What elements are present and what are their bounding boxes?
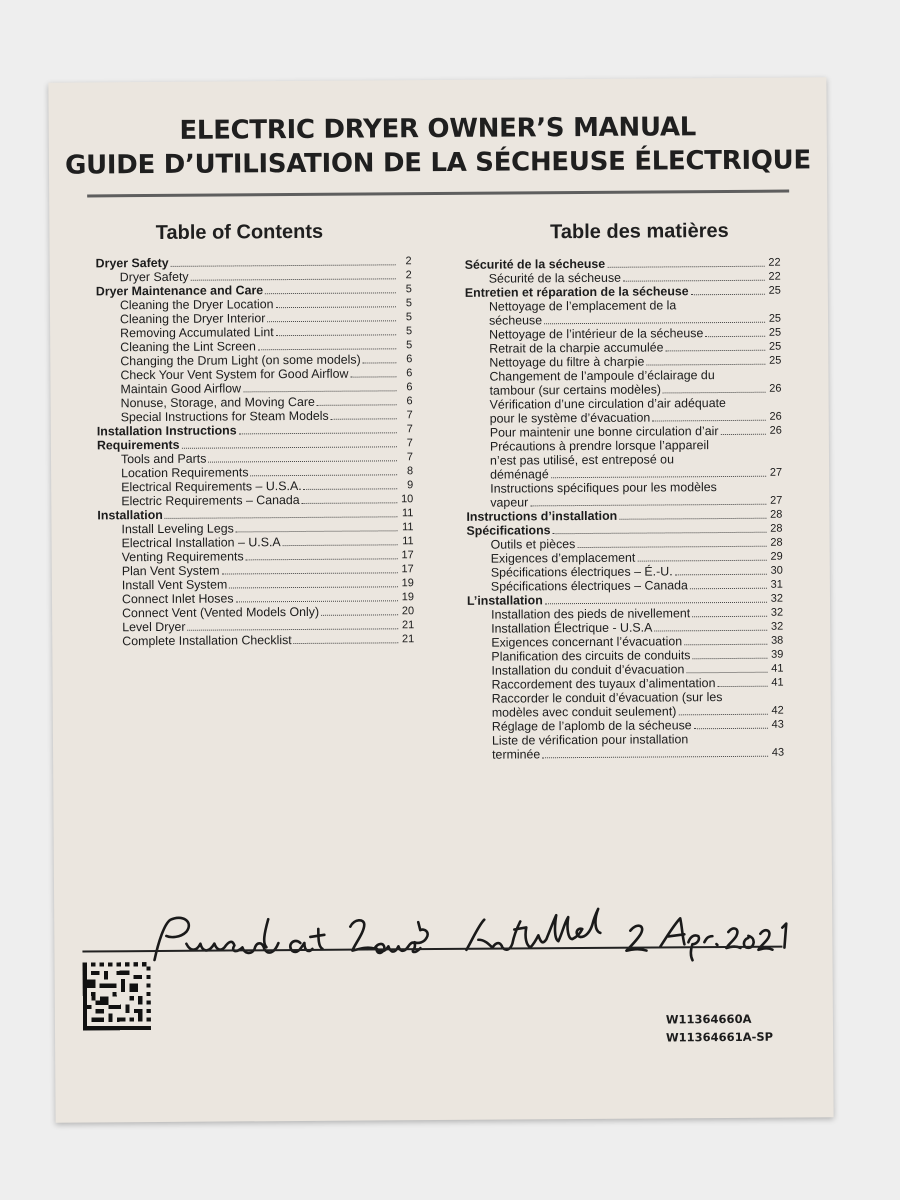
document-code-primary: W11364660A bbox=[665, 1011, 752, 1027]
toc-entry-page: 7 bbox=[406, 437, 413, 450]
toc-entry-label: Install Leveling Legs bbox=[121, 521, 234, 537]
toc-dot-leader bbox=[684, 644, 767, 646]
toc-entry-label-cont: vapeur bbox=[490, 495, 529, 510]
toc-entry-label: Spécifications électriques – É.-U. bbox=[490, 564, 673, 580]
toc-entry-page: 22 bbox=[768, 256, 781, 269]
toc-entry-label: Retrait de la charpie accumulée bbox=[489, 340, 664, 356]
toc-dot-leader bbox=[623, 280, 765, 282]
toc-dot-leader bbox=[222, 572, 398, 574]
toc-entry-label: Maintain Good Airflow bbox=[120, 381, 242, 397]
toc-entry-page: 39 bbox=[771, 648, 784, 661]
toc-entry-label: Exigences concernant l’évacuation bbox=[491, 634, 683, 650]
toc-entry-page: 11 bbox=[402, 521, 414, 534]
toc-entry-page: 7 bbox=[406, 451, 414, 464]
toc-entry-label: Location Requirements bbox=[121, 465, 249, 481]
toc-entry-label-cont: n’est pas utilisé, est entreposé ou bbox=[489, 452, 674, 468]
document-codes bbox=[666, 1010, 773, 1047]
toc-entry-label: Raccordement des tuyaux d’alimentation bbox=[491, 676, 716, 692]
toc-entry bbox=[468, 690, 784, 720]
toc-entry-page: 25 bbox=[768, 312, 782, 325]
toc-entry-page: 26 bbox=[769, 410, 782, 423]
toc-entry-page: 19 bbox=[401, 577, 414, 590]
toc-entry-label: Précautions à prendre lorsque l’appareil bbox=[489, 438, 710, 454]
toc-dot-leader bbox=[542, 756, 768, 759]
toc-entry-label: Dryer Maintenance and Care bbox=[95, 283, 264, 299]
toc-entry-page: 5 bbox=[406, 339, 413, 352]
toc-entry-label: Installation Électrique - U.S.A bbox=[491, 620, 653, 636]
toc-dot-leader bbox=[191, 278, 396, 280]
toc-entry-label: Installation bbox=[97, 507, 163, 523]
toc-entry-label: Nonuse, Storage, and Moving Care bbox=[120, 394, 315, 411]
toc-entry-page: 6 bbox=[406, 367, 413, 380]
toc-entry-label: L’installation bbox=[466, 593, 543, 608]
toc-entry-label: Connect Vent (Vented Models Only) bbox=[122, 604, 320, 621]
toc-dot-leader bbox=[265, 292, 396, 294]
toc-entry-label: Tools and Parts bbox=[120, 451, 207, 467]
toc-entry-label: Dryer Safety bbox=[95, 255, 169, 271]
toc-dot-leader bbox=[165, 516, 398, 519]
toc-entry-page: 31 bbox=[770, 578, 783, 591]
toc-dot-leader bbox=[239, 432, 397, 434]
toc-entry-page: 29 bbox=[770, 550, 783, 563]
toc-dot-leader bbox=[717, 686, 767, 687]
toc-dot-leader bbox=[258, 348, 396, 350]
toc-entry-label: Nettoyage de l’intérieur de la sécheuse bbox=[489, 326, 704, 342]
toc-entry-label-cont: terminée bbox=[492, 747, 541, 762]
title-divider bbox=[87, 190, 789, 198]
toc-dot-leader bbox=[692, 658, 767, 660]
toc-entry bbox=[466, 480, 782, 510]
toc-entry-label: Instructions spécifiques pour les modèles bbox=[490, 480, 717, 496]
toc-dot-leader bbox=[530, 504, 766, 507]
toc-dot-leader bbox=[283, 544, 398, 546]
toc-entry-label: Outils et pièces bbox=[490, 537, 576, 552]
toc-entry-label-cont: modèles avec conduit seulement) bbox=[491, 704, 677, 720]
toc-dot-leader bbox=[276, 306, 396, 308]
toc-entry-page: 27 bbox=[769, 466, 783, 479]
toc-entry-label: Electric Requirements – Canada bbox=[121, 492, 300, 509]
toc-dot-leader bbox=[182, 446, 397, 449]
toc-entry-label: Raccorder le conduit d’évacuation (sur les bbox=[491, 690, 723, 706]
toc-entry-label: Pour maintenir une bonne circulation d’air bbox=[489, 424, 719, 440]
toc-entry-page: 20 bbox=[401, 605, 415, 618]
toc-entry-label: Cleaning the Dryer Location bbox=[119, 297, 274, 313]
toc-entry-page: 8 bbox=[406, 465, 414, 478]
toc-entry-page: 7 bbox=[406, 409, 413, 422]
toc-dot-leader bbox=[690, 588, 767, 590]
toc-entry-page: 28 bbox=[770, 522, 783, 535]
toc-dot-leader bbox=[545, 602, 767, 605]
toc-entry-label: Liste de vérification pour installation bbox=[491, 732, 689, 748]
toc-entry-page: 7 bbox=[406, 423, 413, 436]
toc-entry-page: 5 bbox=[405, 311, 413, 324]
toc-entry-page: 5 bbox=[405, 325, 413, 338]
toc-entry-page: 28 bbox=[770, 536, 783, 549]
toc-entry-label: Planification des circuits de conduits bbox=[491, 648, 691, 664]
toc-entry-page: 5 bbox=[405, 283, 412, 296]
toc-entry-page: 32 bbox=[770, 620, 784, 633]
toc-dot-leader bbox=[721, 434, 766, 435]
toc-entry-page: 43 bbox=[771, 718, 784, 731]
toc-entry-label-cont: déménagé bbox=[490, 467, 549, 482]
toc-entry-page: 10 bbox=[401, 493, 414, 506]
toc-entry-label: Removing Accumulated Lint bbox=[120, 325, 274, 341]
toc-dot-leader bbox=[171, 264, 396, 267]
toc-entry-label: Venting Requirements bbox=[121, 549, 244, 565]
toc-dot-leader bbox=[637, 560, 766, 562]
toc-entry bbox=[466, 396, 782, 426]
title-french: GUIDE D’UTILISATION DE LA SÉCHEUSE ÉLECTRIQUE bbox=[64, 145, 811, 181]
toc-entry-label-cont: tambour (sur certains modèles) bbox=[489, 382, 662, 398]
toc-entry-label: Sécurité de la sécheuse bbox=[464, 256, 606, 272]
toc-dot-leader bbox=[188, 628, 399, 630]
toc-entry bbox=[468, 732, 784, 762]
toc-dot-leader bbox=[350, 376, 396, 377]
toc-entry-label: Requirements bbox=[96, 437, 180, 453]
toc-entry-label-cont: pour le système d’évacuation bbox=[489, 410, 651, 426]
document-code-secondary: W11364661A-SP bbox=[665, 1029, 774, 1045]
title-english: ELECTRIC DRYER OWNER’S MANUAL bbox=[179, 112, 697, 146]
toc-entry-label: Changing the Drum Light (on some models) bbox=[120, 352, 361, 369]
toc-entry-page: 25 bbox=[768, 326, 782, 339]
toc-entry-label: Cleaning the Lint Screen bbox=[120, 339, 256, 355]
toc-entry-page: 6 bbox=[406, 395, 413, 408]
toc-dot-leader bbox=[705, 336, 765, 337]
toc-dot-leader bbox=[678, 714, 767, 716]
toc-entry-label: Spécifications bbox=[466, 523, 551, 538]
toc-entry-page: 28 bbox=[770, 508, 783, 521]
toc-entry-page: 32 bbox=[770, 606, 784, 619]
toc-entry-page: 26 bbox=[769, 382, 782, 395]
manual-cover-page bbox=[48, 77, 833, 1122]
toc-entry-label: Instructions d’installation bbox=[466, 508, 618, 524]
toc-entry-page: 25 bbox=[768, 340, 782, 353]
toc-entry-page: 17 bbox=[401, 549, 414, 562]
toc-entry-page: 32 bbox=[770, 592, 784, 605]
toc-dot-leader bbox=[691, 294, 765, 296]
toc-dot-leader bbox=[686, 672, 767, 674]
toc-entry-page: 30 bbox=[770, 564, 783, 577]
toc-entry bbox=[466, 438, 782, 482]
toc-entry-label: Installation du conduit d’évacuation bbox=[491, 662, 685, 678]
toc-entry-page: 22 bbox=[768, 270, 781, 283]
toc-entry-label: Nettoyage du filtre à charpie bbox=[489, 354, 645, 370]
toc-entry-page: 9 bbox=[407, 479, 414, 492]
toc-entry-label: Spécifications électriques – Canada bbox=[490, 578, 688, 594]
toc-dot-leader bbox=[654, 630, 767, 632]
toc-entry-page: 6 bbox=[406, 381, 413, 394]
toc-entry-label: Installation Instructions bbox=[96, 423, 237, 439]
toc-entry bbox=[465, 298, 781, 328]
toc-entry-label: Plan Vent System bbox=[121, 563, 220, 579]
toc-entry-page: 25 bbox=[769, 354, 782, 367]
toc-entry-label: Installation des pieds de nivellement bbox=[491, 606, 691, 622]
toc-entry-page: 26 bbox=[769, 424, 782, 437]
toc-dot-leader bbox=[577, 546, 766, 548]
toc-entry-page: 41 bbox=[771, 662, 784, 675]
toc-english bbox=[96, 254, 415, 648]
toc-dot-leader bbox=[243, 390, 396, 392]
toc-dot-leader bbox=[317, 404, 397, 406]
data-matrix-code bbox=[83, 962, 151, 1030]
toc-entry-label: Nettoyage de l’emplacement de la bbox=[488, 298, 677, 314]
toc-dot-leader bbox=[236, 530, 398, 532]
toc-entry-page: 2 bbox=[405, 255, 412, 268]
toc-dot-leader bbox=[675, 574, 767, 576]
toc-entry-page: 17 bbox=[401, 563, 414, 576]
toc-entry-page: 21 bbox=[401, 619, 415, 632]
toc-dot-leader bbox=[302, 502, 398, 504]
toc-heading-english: Table of Contents bbox=[155, 220, 324, 244]
toc-entry-page: 5 bbox=[405, 297, 412, 310]
toc-dot-leader bbox=[363, 362, 397, 363]
toc-entry-page: 21 bbox=[401, 633, 415, 646]
handwritten-signature bbox=[82, 897, 812, 972]
toc-entry-label: Electrical Requirements – U.S.A. bbox=[121, 478, 302, 495]
toc-entry-label: Dryer Safety bbox=[119, 269, 189, 285]
toc-entry bbox=[98, 632, 414, 648]
toc-entry-label: Connect Inlet Hoses bbox=[121, 591, 234, 607]
toc-dot-leader bbox=[551, 476, 766, 479]
toc-entry-page: 41 bbox=[771, 676, 784, 689]
toc-entry-page: 11 bbox=[402, 535, 414, 548]
toc-dot-leader bbox=[294, 642, 399, 644]
toc-dot-leader bbox=[652, 420, 766, 422]
toc-entry-label: Sécurité de la sécheuse bbox=[488, 270, 622, 286]
toc-dot-leader bbox=[267, 320, 396, 322]
toc-dot-leader bbox=[646, 364, 765, 366]
toc-dot-leader bbox=[666, 350, 766, 352]
toc-entry-label: Changement de l’ampoule d’éclairage du bbox=[489, 368, 715, 384]
toc-entry-label: Cleaning the Dryer Interior bbox=[119, 311, 266, 327]
toc-dot-leader bbox=[304, 488, 398, 490]
toc-entry-label-cont: sécheuse bbox=[489, 313, 543, 328]
toc-dot-leader bbox=[251, 474, 398, 476]
toc-entry-page: 19 bbox=[401, 591, 415, 604]
toc-entry-label: Install Vent System bbox=[121, 577, 228, 593]
toc-entry-label: Réglage de l’aplomb de la sécheuse bbox=[491, 718, 692, 734]
toc-entry-label: Check Your Vent System for Good Airflow bbox=[120, 366, 349, 383]
toc-entry-page: 42 bbox=[771, 704, 784, 717]
toc-dot-leader bbox=[553, 532, 767, 534]
toc-entry-label: Special Instructions for Steam Models bbox=[120, 408, 329, 425]
toc-entry-label: Level Dryer bbox=[122, 619, 186, 635]
toc-entry-page: 43 bbox=[771, 746, 785, 759]
toc-dot-leader bbox=[276, 334, 396, 336]
toc-french bbox=[465, 256, 785, 762]
toc-dot-leader bbox=[321, 614, 398, 616]
toc-entry-page: 27 bbox=[770, 494, 783, 507]
toc-dot-leader bbox=[236, 600, 398, 602]
toc-entry-label: Electrical Installation – U.S.A bbox=[121, 535, 281, 551]
toc-dot-leader bbox=[607, 266, 764, 268]
toc-entry-page: 25 bbox=[768, 284, 781, 297]
toc-heading-french: Table des matières bbox=[550, 219, 729, 244]
toc-dot-leader bbox=[208, 460, 397, 462]
toc-dot-leader bbox=[694, 728, 768, 730]
toc-dot-leader bbox=[331, 418, 397, 419]
toc-entry-page: 6 bbox=[406, 353, 413, 366]
toc-entry-label: Entretien et réparation de la sécheuse bbox=[464, 284, 689, 300]
toc-dot-leader bbox=[692, 616, 767, 618]
toc-entry-page: 11 bbox=[401, 507, 414, 520]
toc-dot-leader bbox=[246, 558, 398, 560]
toc-entry-label: Vérification d’une circulation d’air adéquate bbox=[489, 396, 726, 412]
toc-entry-label: Exigences d’emplacement bbox=[490, 550, 636, 566]
toc-dot-leader bbox=[663, 392, 766, 394]
toc-entry-page: 38 bbox=[771, 634, 784, 647]
toc-dot-leader bbox=[619, 518, 766, 520]
toc-dot-leader bbox=[229, 586, 398, 588]
toc-entry-label: Complete Installation Checklist bbox=[122, 633, 292, 649]
toc-entry-page: 2 bbox=[405, 269, 412, 282]
toc-entry bbox=[465, 368, 781, 398]
toc-dot-leader bbox=[544, 322, 765, 325]
